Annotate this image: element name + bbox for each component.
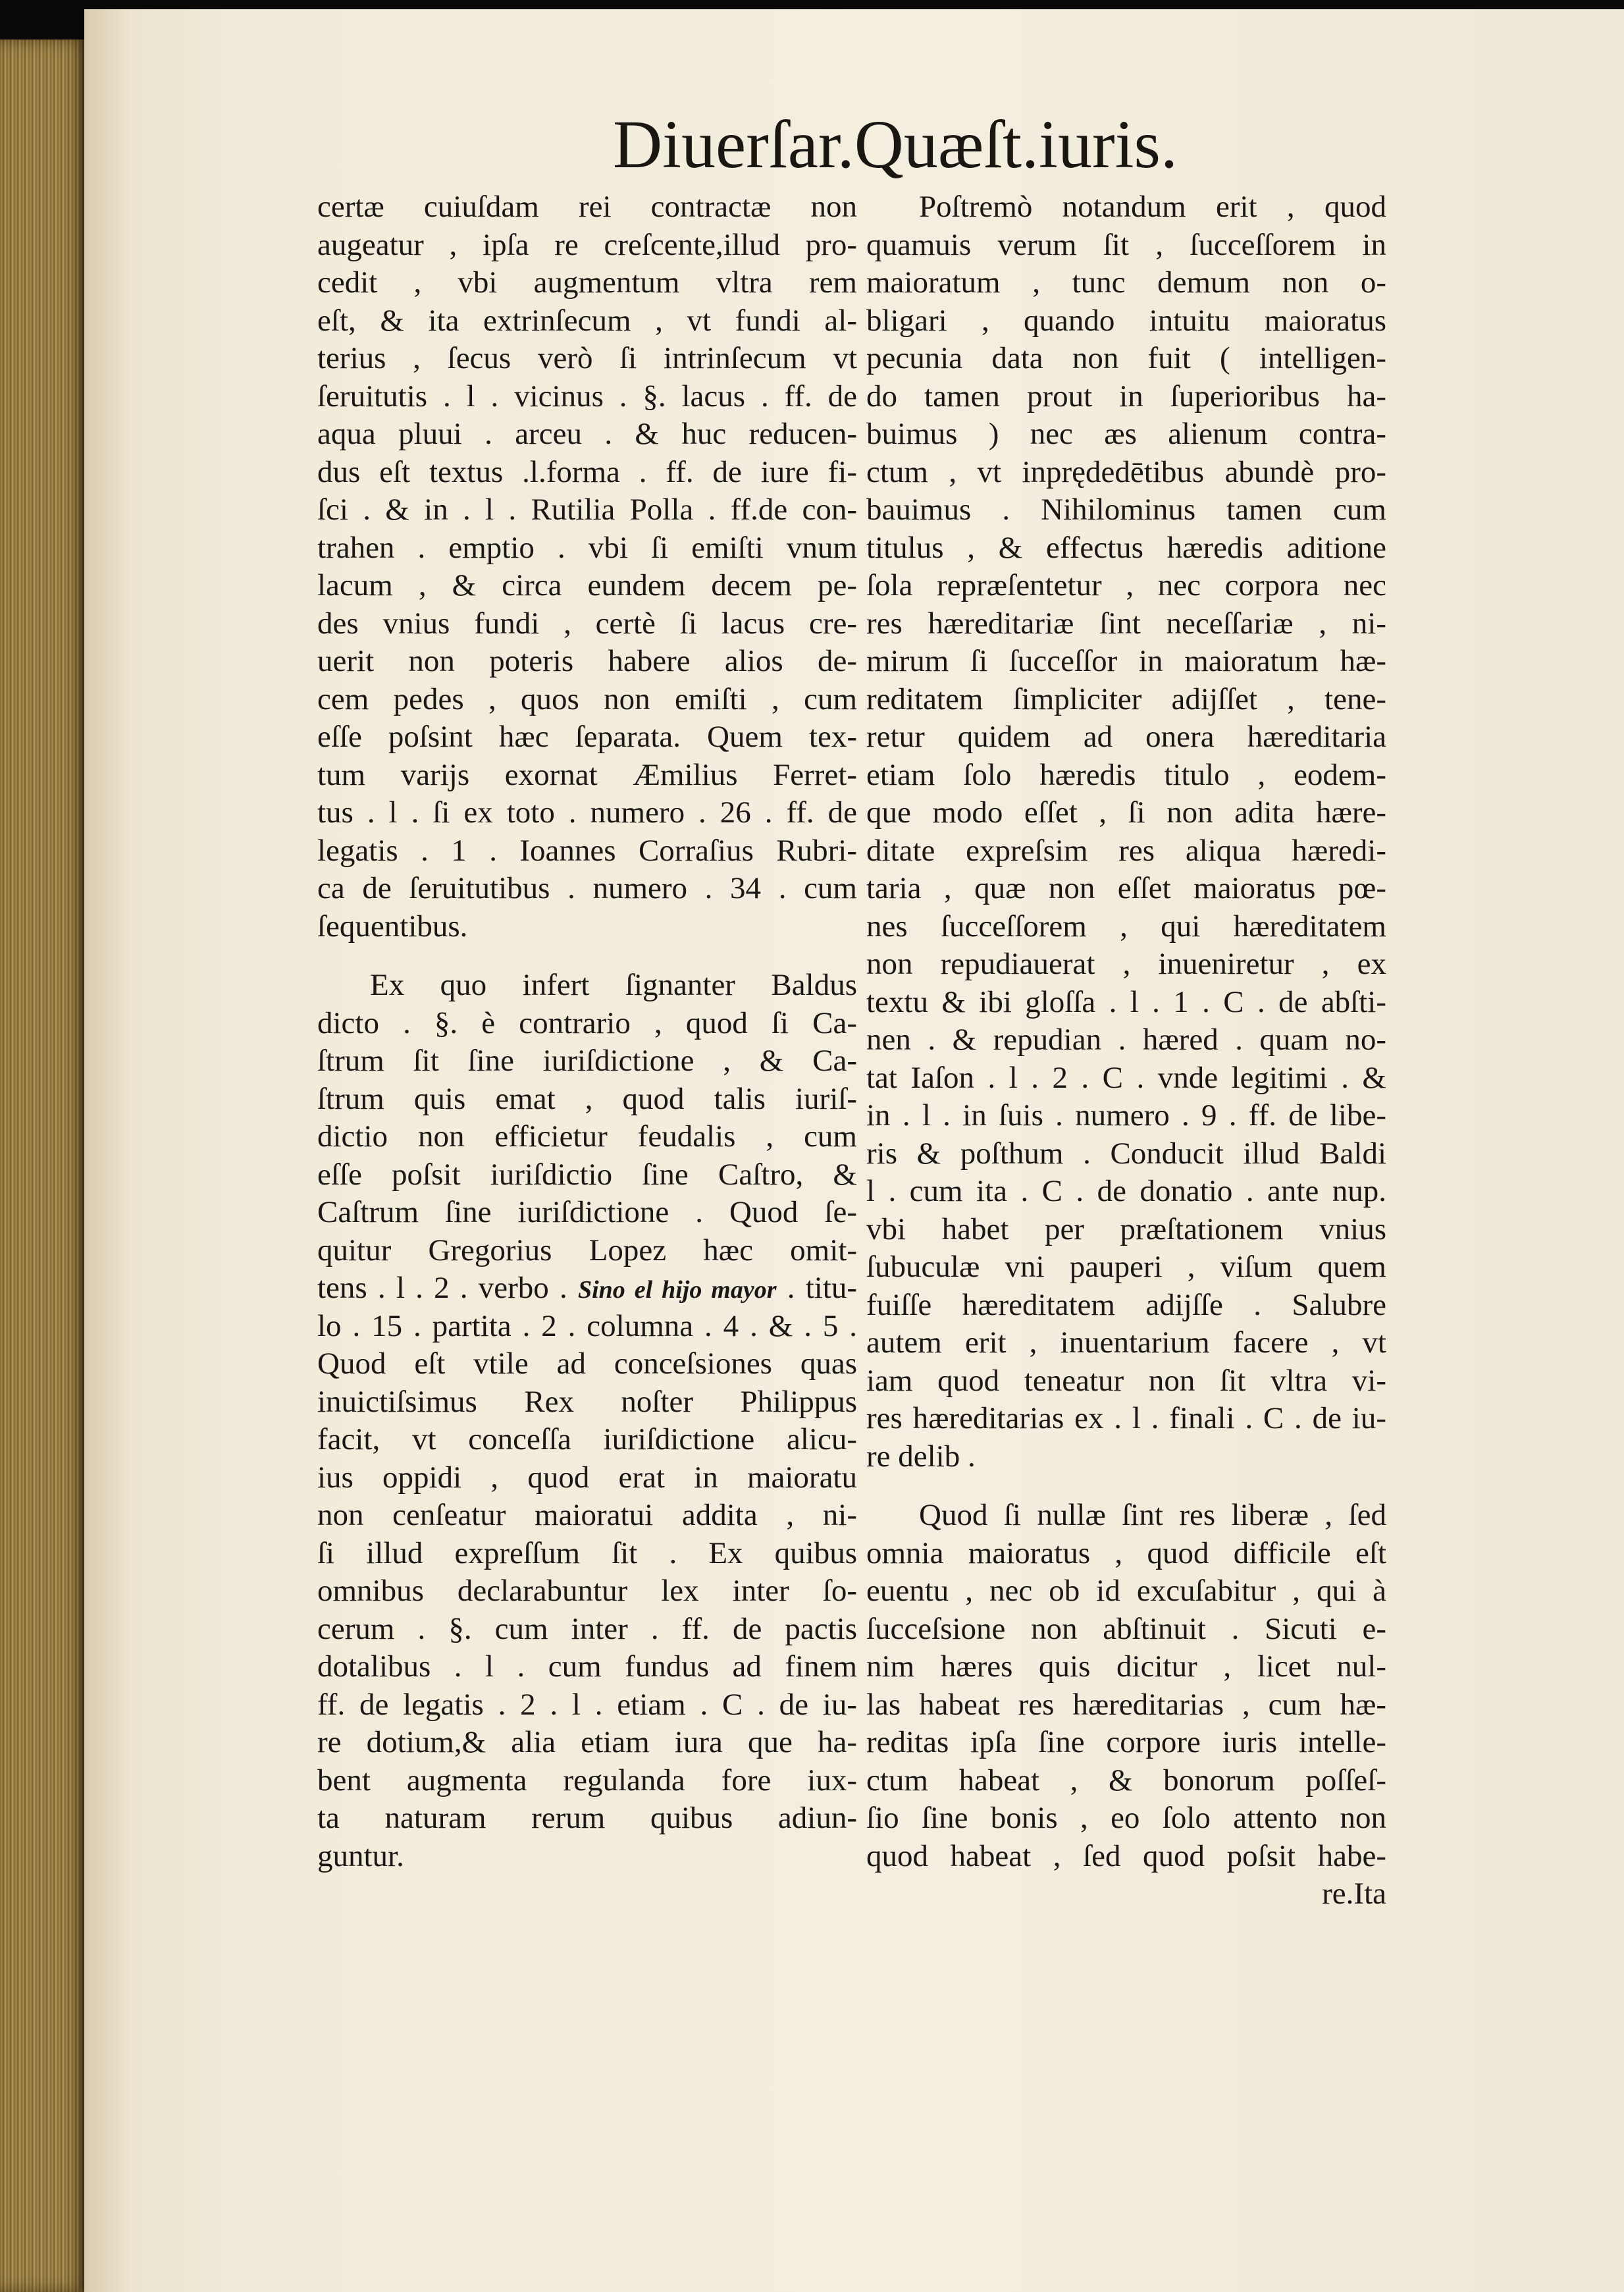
- text-line: buimus ) nec æs alienum contra-: [866, 417, 1386, 451]
- text-line: ſio ſine bonis , eo ſolo attento non: [866, 1801, 1386, 1835]
- text-line: autem erit , inuentarium facere , vt: [866, 1325, 1386, 1360]
- text-line: re delib .: [866, 1439, 976, 1474]
- text-line: ff. de legatis . 2 . l . etiam . C . de iu-: [317, 1687, 857, 1722]
- text-line: eſt, & ita extrinſecum , vt fundi al-: [317, 303, 857, 338]
- text-line: que modo eſſet , ſi non adita hære-: [866, 795, 1386, 830]
- paragraph-first-line: Ex quo infert ſignanter Baldus: [370, 968, 857, 1002]
- text-line: non repudiauerat , inueniretur , ex: [866, 947, 1386, 981]
- text-line: ius oppidi , quod erat in maioratu: [317, 1460, 857, 1495]
- text-line: re dotium,& alia etiam iura que ha-: [317, 1725, 857, 1759]
- text-line: omnia maioratus , quod difficile eſt: [866, 1535, 1386, 1570]
- text-fragment: tens . l . 2 . verbo .: [317, 1271, 567, 1305]
- text-line: ditate expreſsim res aliqua hæredi-: [866, 833, 1386, 868]
- text-line: res hæreditarias ex . l . finali . C . de iu-: [866, 1401, 1386, 1435]
- text-line: ca de ſeruitutibus . numero . 34 . cum: [317, 871, 857, 905]
- text-line: des vnius fundi , certè ſi lacus cre-: [317, 606, 857, 641]
- text-line: retur quidem ad onera hæreditaria: [866, 720, 1386, 754]
- text-line-with-quote: [317, 1269, 857, 1308]
- paragraph-first-line: Poſtremò notandum erit , quod: [919, 190, 1386, 224]
- catchword: re.Ita: [1322, 1877, 1386, 1911]
- text-line: quamuis verum ſit , ſucceſſorem in: [866, 227, 1386, 262]
- text-line: legatis . 1 . Ioannes Corraſius Rubri-: [317, 833, 857, 868]
- text-line: tus . l . ſi ex toto . numero . 26 . ff. de: [317, 795, 857, 830]
- text-line: bent augmenta regulanda fore iux-: [317, 1763, 857, 1798]
- text-line: fuiſſe hæreditatem adijſſe . Salubre: [866, 1287, 1386, 1322]
- text-line: ris & poſthum . Conducit illud Baldi: [866, 1136, 1386, 1171]
- text-line: ſi illud expreſſum ſit . Ex quibus: [317, 1535, 857, 1570]
- text-line: dictio non efficietur feudalis , cum: [317, 1119, 857, 1154]
- text-line: do tamen prout in ſuperioribus ha-: [866, 379, 1386, 413]
- text-line: dicto . §. è contrario , quod ſi Ca-: [317, 1005, 857, 1040]
- text-line: quod habeat , ſed quod poſsit habe-: [866, 1838, 1386, 1873]
- text-line: nim hæres quis dicitur , licet nul-: [866, 1649, 1386, 1684]
- text-line: facit, vt conceſſa iuriſdictione alicu-: [317, 1422, 857, 1456]
- text-line: res hæreditariæ ſint neceſſariæ , ni-: [866, 606, 1386, 641]
- text-line: euentu , nec ob id excuſabitur , qui à: [866, 1574, 1386, 1608]
- text-line: cedit , vbi augmentum vltra rem: [317, 265, 857, 300]
- text-line: Quod eſt vtile ad conceſsiones quas: [317, 1346, 857, 1381]
- text-line: lo . 15 . partita . 2 . columna . 4 . & . 5 .: [317, 1308, 857, 1343]
- text-line: cem pedes , quos non emiſti , cum: [317, 681, 857, 716]
- text-line: Caſtrum ſine iuriſdictione . Quod ſe-: [317, 1195, 857, 1229]
- spanish-quotation: Sino el hijo mayor: [577, 1276, 777, 1304]
- text-line: ctum habeat , & bonorum poſſeſ-: [866, 1763, 1386, 1798]
- text-line: guntur.: [317, 1838, 404, 1873]
- left-text-column: [317, 188, 857, 1875]
- text-line: iam quod teneatur non ſit vltra vi-: [866, 1363, 1386, 1398]
- running-header: Diuerſar.Quæſt.iuris.: [613, 107, 1178, 182]
- text-line: dotalibus . l . cum fundus ad finem: [317, 1649, 857, 1684]
- text-line: trahen . emptio . vbi ſi emiſti vnum: [317, 530, 857, 565]
- text-line: in . l . in ſuis . numero . 9 . ff. de libe-: [866, 1098, 1386, 1133]
- text-line: etiam ſolo hæredis titulo , eodem-: [866, 757, 1386, 792]
- text-line: ſci . & in . l . Rutilia Polla . ff.de con-: [317, 493, 857, 527]
- text-line: pecunia data non fuit ( intelligen-: [866, 341, 1386, 375]
- text-line: reditatem ſimpliciter adijſſet , tene-: [866, 681, 1386, 716]
- text-line: bligari , quando intuitu maioratus: [866, 303, 1386, 338]
- text-line: quitur Gregorius Lopez hæc omit-: [317, 1233, 857, 1267]
- text-line: ſubuculæ vni pauperi , viſum quem: [866, 1250, 1386, 1284]
- text-line: cerum . §. cum inter . ff. de pactis: [317, 1611, 857, 1646]
- text-line: dus eſt textus .l.forma . ff. de iure fi-: [317, 454, 857, 489]
- book-page-edges: [0, 40, 89, 2292]
- text-line: tat Iaſon . l . 2 . C . vnde legitimi . &: [866, 1060, 1386, 1095]
- text-line: eſſe poſsint hæc ſeparata. Quem tex-: [317, 720, 857, 754]
- text-line: nes ſucceſſorem , qui hæreditatem: [866, 909, 1386, 944]
- text-line: ctum , vt inprędedētibus abundè pro-: [866, 454, 1386, 489]
- text-line: ſeruitutis . l . vicinus . §. lacus . ff. de: [317, 379, 857, 413]
- text-line: omnibus declarabuntur lex inter ſo-: [317, 1574, 857, 1608]
- text-line: ſtrum ſit ſine iuriſdictione , & Ca-: [317, 1044, 857, 1078]
- text-line: l . cum ita . C . de donatio . ante nup.: [866, 1174, 1386, 1208]
- text-line: ſequentibus.: [317, 909, 468, 944]
- text-fragment: . titu-: [787, 1271, 858, 1305]
- text-line: las habeat res hæreditarias , cum hæ-: [866, 1687, 1386, 1722]
- text-line: augeatur , ipſa re creſcente,illud pro-: [317, 227, 857, 262]
- text-line: textu & ibi gloſſa . l . 1 . C . de abſti-: [866, 984, 1386, 1019]
- text-line: ta naturam rerum quibus adiun-: [317, 1801, 857, 1835]
- text-line: titulus , & effectus hæredis aditione: [866, 530, 1386, 565]
- text-line: inuictiſsimus Rex noſter Philippus: [317, 1384, 857, 1419]
- text-line: bauimus . Nihilominus tamen cum: [866, 493, 1386, 527]
- text-line: reditas ipſa ſine corpore iuris intelle-: [866, 1725, 1386, 1759]
- text-line: vbi habet per præſtationem vnius: [866, 1212, 1386, 1246]
- text-line: tum varijs exornat Æmilius Ferret-: [317, 757, 857, 792]
- text-line: nen . & repudian . hæred . quam no-: [866, 1023, 1386, 1057]
- paragraph-first-line: Quod ſi nullæ ſint res liberæ , ſed: [919, 1498, 1386, 1532]
- text-line: non cenſeatur maioratui addita , ni-: [317, 1498, 857, 1532]
- text-line: lacum , & circa eundem decem pe-: [317, 568, 857, 602]
- text-line: maioratum , tunc demum non o-: [866, 265, 1386, 300]
- text-line: certæ cuiuſdam rei contractæ non: [317, 190, 857, 224]
- text-line: mirum ſi ſucceſſor in maioratum hæ-: [866, 644, 1386, 678]
- text-line: aqua pluui . arceu . & huc reducen-: [317, 417, 857, 451]
- text-line: terius , ſecus verò ſi intrinſecum vt: [317, 341, 857, 375]
- right-text-column: [866, 188, 1386, 1913]
- text-line: eſſe poſsit iuriſdictio ſine Caſtro, &: [317, 1157, 857, 1192]
- text-line: ſtrum quis emat , quod talis iuriſ-: [317, 1081, 857, 1116]
- text-line: uerit non poteris habere alios de-: [317, 644, 857, 678]
- text-line: taria , quæ non eſſet maioratus pœ-: [866, 871, 1386, 905]
- text-line: ſola repræſentetur , nec corpora nec: [866, 568, 1386, 602]
- text-line: ſucceſsione non abſtinuit . Sicuti e-: [866, 1611, 1386, 1646]
